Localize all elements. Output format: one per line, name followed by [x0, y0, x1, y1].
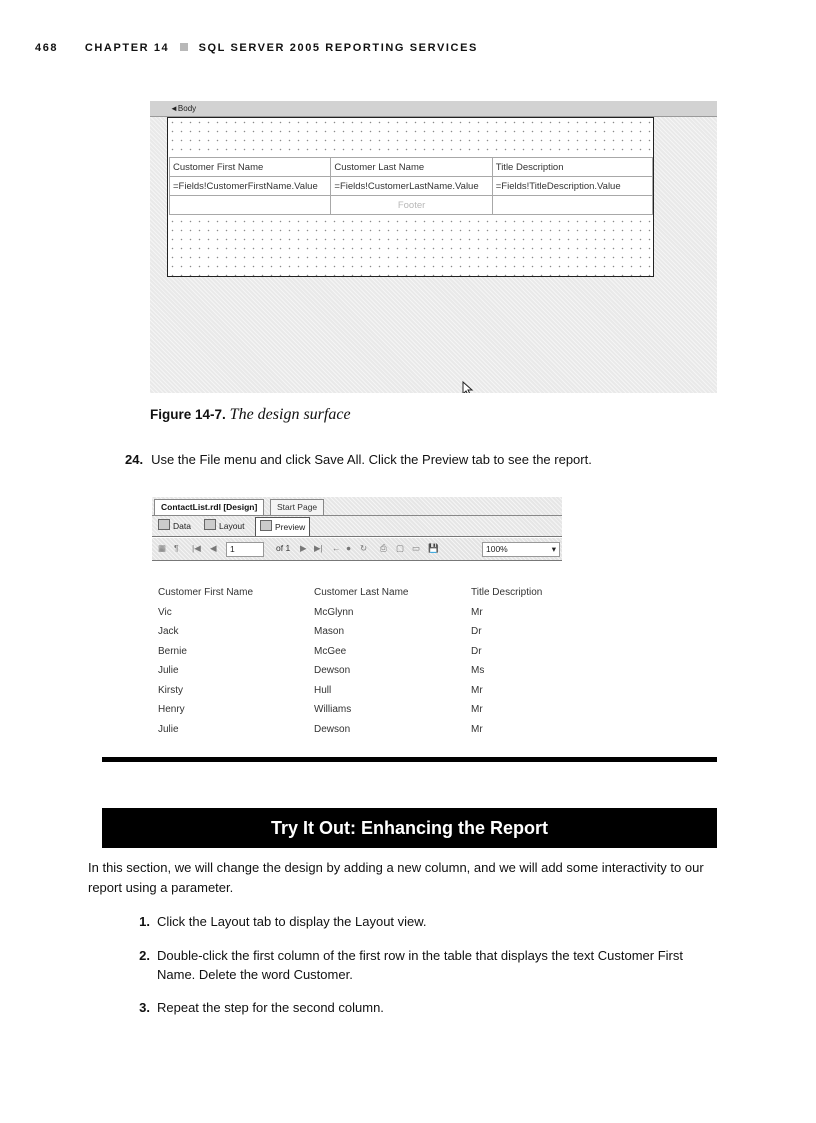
table-cell: McGlynn — [314, 606, 354, 618]
table-cell[interactable]: Footer — [331, 196, 492, 215]
step-1 — [120, 912, 717, 931]
table-detail-row — [170, 177, 653, 196]
step-text: Click the Layout tab to display the Layout view. — [157, 914, 427, 929]
chevron-down-icon: ▾ — [551, 544, 556, 554]
body-band-text: Body — [177, 104, 197, 113]
table-row — [158, 622, 542, 642]
chapter-title: SQL SERVER 2005 REPORTING SERVICES — [198, 42, 478, 54]
table-cell: Henry — [158, 704, 185, 716]
try-it-out-heading: Try It Out: Enhancing the Report — [102, 808, 717, 848]
table-cell: Mr — [471, 606, 483, 618]
step-3 — [120, 998, 717, 1017]
header-separator-square — [180, 43, 188, 51]
table-row — [158, 603, 542, 623]
table-cell: Dr — [471, 645, 482, 657]
tab-layout[interactable] — [204, 519, 245, 534]
body-band[interactable] — [150, 101, 717, 117]
document-map-icon[interactable]: ¶ — [174, 543, 179, 553]
figure-caption — [150, 406, 351, 424]
report-body-canvas[interactable] — [167, 117, 654, 277]
tab-layout-label: Layout — [219, 521, 245, 531]
layout-icon — [204, 519, 216, 530]
column-header: Customer First Name — [158, 587, 254, 599]
tab-data-label: Data — [173, 521, 191, 531]
back-icon[interactable]: ← — [332, 543, 341, 553]
design-surface-figure — [150, 101, 717, 393]
intro-paragraph: In this section, we will change the design by adding a new column, and we will add some interactivity to our report using a parameter. — [88, 860, 704, 895]
table-cell[interactable] — [170, 196, 331, 215]
table-row — [158, 661, 542, 681]
table-row — [158, 720, 542, 740]
table-cell: Jack — [158, 626, 179, 638]
table-cell[interactable]: =Fields!CustomerLastName.Value — [331, 177, 492, 196]
tab-data[interactable] — [158, 519, 191, 534]
running-header — [35, 42, 478, 54]
table-cell: Dewson — [314, 665, 351, 677]
table-cell: Vic — [158, 606, 172, 618]
step-text: Use the File menu and click Save All. Click the Preview tab to see the report. — [151, 452, 592, 467]
table-footer-row — [170, 196, 653, 215]
page-number-input[interactable]: 1 — [226, 542, 264, 557]
table-cell: Williams — [314, 704, 352, 716]
step-2 — [120, 946, 717, 984]
step-number: 24. — [125, 452, 144, 467]
parameters-icon[interactable]: ▦ — [158, 543, 167, 553]
next-page-icon[interactable]: ▶ — [300, 543, 307, 553]
table-row — [158, 642, 542, 662]
tab-preview-label: Preview — [275, 522, 306, 532]
column-header: Customer Last Name — [314, 587, 409, 599]
export-icon[interactable]: 💾 — [428, 543, 439, 553]
table-cell: Mason — [314, 626, 345, 638]
table-header-row — [170, 158, 653, 177]
section-divider — [102, 757, 717, 762]
tab-contactlist-design[interactable]: ContactList.rdl [Design] — [154, 499, 264, 515]
report-toolbar — [152, 538, 562, 561]
body-band-label: ◄Body — [170, 104, 197, 113]
step-number: 1. — [139, 914, 150, 929]
table-cell: Kirsty — [158, 684, 183, 696]
tab-start-page[interactable]: Start Page — [270, 499, 324, 515]
table-cell[interactable] — [492, 196, 652, 215]
column-header: Title Description — [471, 587, 543, 599]
table-header-row — [158, 583, 542, 603]
table-cell: Dr — [471, 626, 482, 638]
tab-preview[interactable] — [255, 517, 310, 536]
table-cell: Julie — [158, 723, 179, 735]
preview-window-figure — [152, 497, 562, 741]
table-cell: Dewson — [314, 723, 351, 735]
page-count-label: of 1 — [276, 543, 291, 553]
step-number: 2. — [139, 948, 150, 963]
document-tab-strip — [152, 497, 562, 516]
first-page-icon[interactable]: |◀ — [192, 543, 201, 553]
step-24 — [125, 452, 592, 467]
table-cell[interactable]: =Fields!CustomerFirstName.Value — [170, 177, 331, 196]
previous-page-icon[interactable]: ◀ — [210, 543, 217, 553]
stop-icon[interactable]: ● — [346, 543, 352, 553]
table-cell[interactable]: =Fields!TitleDescription.Value — [492, 177, 652, 196]
table-cell[interactable]: Customer First Name — [170, 158, 331, 177]
chapter-label: CHAPTER 14 — [84, 42, 170, 54]
step-text: Repeat the step for the second column. — [157, 1000, 384, 1015]
table-row — [158, 681, 542, 701]
table-cell: Julie — [158, 665, 179, 677]
zoom-select[interactable] — [482, 542, 560, 557]
table-cell: Bernie — [158, 645, 187, 657]
print-icon[interactable]: ⎙ — [380, 543, 387, 553]
print-layout-icon[interactable]: ▢ — [396, 543, 405, 553]
table-cell: Ms — [471, 665, 485, 677]
table-cell[interactable]: Title Description — [492, 158, 652, 177]
report-preview-table — [158, 583, 542, 739]
report-table — [169, 157, 653, 215]
table-cell: Mr — [471, 704, 483, 716]
table-row — [158, 700, 542, 720]
step-number: 3. — [139, 1000, 150, 1015]
view-tabs — [152, 516, 562, 537]
data-icon — [158, 519, 170, 530]
table-cell: Mr — [471, 684, 483, 696]
table-cell[interactable]: Customer Last Name — [331, 158, 492, 177]
refresh-icon[interactable]: ↻ — [360, 543, 368, 553]
table-cell: Hull — [314, 684, 332, 696]
last-page-icon[interactable]: ▶| — [314, 543, 323, 553]
page-number: 468 — [35, 42, 59, 54]
preview-icon — [260, 520, 272, 531]
figure-title: The design surface — [229, 406, 351, 423]
mouse-pointer-icon — [462, 381, 474, 393]
table-cell: Mr — [471, 723, 483, 735]
figure-label: Figure 14-7. — [150, 407, 226, 422]
step-text: Double-click the first column of the first row in the table that displays the text Customer First Name. Delete the word Customer. — [157, 948, 683, 982]
table-cell: McGee — [314, 645, 347, 657]
zoom-value: 100% — [486, 544, 508, 554]
page-setup-icon[interactable]: ▭ — [412, 543, 421, 553]
